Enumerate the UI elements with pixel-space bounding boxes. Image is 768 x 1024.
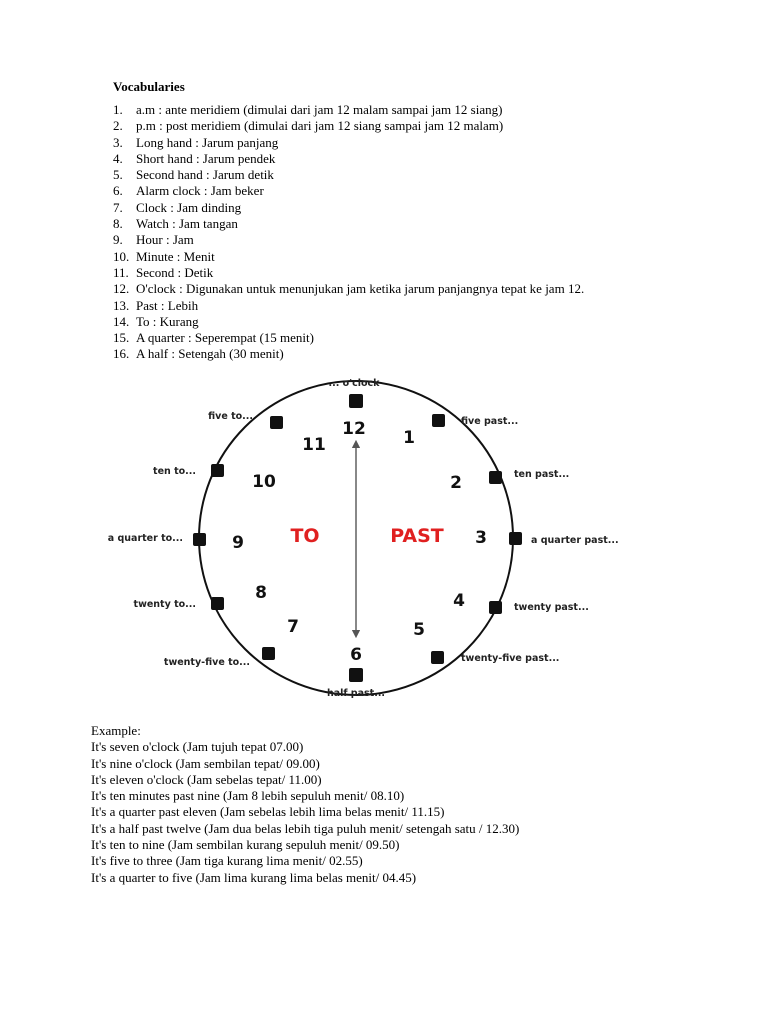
example-line: It's a half past twelve (Jam dua belas lebih tiga puluh menit/ setengah satu / 12.30) [91,820,520,836]
hour-10: 10 [252,472,276,492]
vocab-item: 12. O'clock : Digunakan untuk menunjukan jam ketika jarum panjangnya tepat ke jam 12. [113,281,585,297]
tick-1 [432,414,445,427]
label-five-to: five to... [208,411,253,422]
hour-3: 3 [475,528,487,548]
example-title: Example: [91,723,141,738]
vocab-item: 15. A quarter : Seperempat (15 menit) [113,330,314,346]
tick-6 [349,668,363,682]
label-ten-past: ten past... [514,469,570,480]
example-section [91,723,519,886]
label-ten-to: ten to... [153,466,196,477]
vocab-heading: Vocabularies [113,79,185,94]
label-oclock: ... o'clock [328,378,380,389]
tick-8 [211,597,224,610]
hour-6: 6 [350,645,362,665]
hour-1: 1 [403,428,415,448]
vocab-item: 13. Past : Lebih [113,297,199,313]
label-twenty-past: twenty past... [514,602,589,613]
tick-5 [431,651,444,664]
tick-12 [349,394,363,408]
vocab-item: 8. Watch : Jam tangan [113,216,238,232]
example-line: It's five to three (Jam tiga kurang lima menit/ 02.55) [91,853,363,869]
example-line: It's eleven o'clock (Jam sebelas tepat/ 11.00) [91,771,322,787]
vocab-item: 7. Clock : Jam dinding [113,199,242,215]
hour-9: 9 [232,533,244,553]
example-line: It's a quarter past eleven (Jam sebelas lebih lima belas menit/ 11.15) [91,804,445,820]
hour-5: 5 [413,620,425,640]
hour-11: 11 [302,435,326,455]
label-twentyfive-to: twenty-five to... [163,657,250,668]
vocab-item: 10. Minute : Menit [113,248,215,264]
tick-10 [211,464,224,477]
hour-8: 8 [255,583,267,603]
example-line: It's ten minutes past nine (Jam 8 lebih sepuluh menit/ 08.10) [91,788,405,804]
example-line: It's seven o'clock (Jam tujuh tepat 07.00) [91,739,304,755]
vocab-item: 3. Long hand : Jarum panjang [113,134,279,150]
hour-4: 4 [453,591,465,611]
vocab-item: 14. To : Kurang [113,313,199,329]
vocab-item: 9. Hour : Jam [113,232,194,248]
example-line: It's nine o'clock (Jam sembilan tepat/ 09.00) [91,755,320,771]
vocab-item: 4. Short hand : Jarum pendek [113,150,276,166]
vocab-item: 11. Second : Detik [113,264,214,280]
vocab-item: 2. p.m : post meridiem (dimulai dari jam 12 siang sampai jam 12 malam) [113,118,504,134]
tick-2 [489,471,502,484]
past-label: PAST [390,525,444,547]
vocab-item: 6. Alarm clock : Jam beker [113,183,264,199]
hour-12: 12 [342,419,366,439]
vocab-item: 1. a.m : ante meridiem (dimulai dari jam 12 malam sampai jam 12 siang) [113,102,503,117]
label-twentyfive-past: twenty-five past... [461,653,560,664]
label-five-past: five past... [461,416,519,427]
tick-4 [489,601,502,614]
tick-7 [262,647,275,660]
example-line: It's ten to nine (Jam sembilan kurang sepuluh menit/ 09.50) [91,837,400,853]
tick-11 [270,416,283,429]
tick-3 [509,532,522,545]
tick-9 [193,533,206,546]
hour-2: 2 [450,473,462,493]
label-quarter-to: a quarter to... [107,533,183,544]
label-twenty-to: twenty to... [133,599,196,610]
example-line: It's a quarter to five (Jam lima kurang lima belas menit/ 04.45) [91,869,417,885]
label-quarter-past: a quarter past... [531,535,619,546]
vocab-item: 5. Second hand : Jarum detik [113,167,274,183]
vocab-list [113,102,584,363]
hour-7: 7 [287,617,299,637]
label-half-past: half past... [326,688,386,699]
to-label: TO [290,525,320,547]
clock-diagram [100,372,620,702]
vocab-item: 16. A half : Setengah (30 menit) [113,346,284,362]
